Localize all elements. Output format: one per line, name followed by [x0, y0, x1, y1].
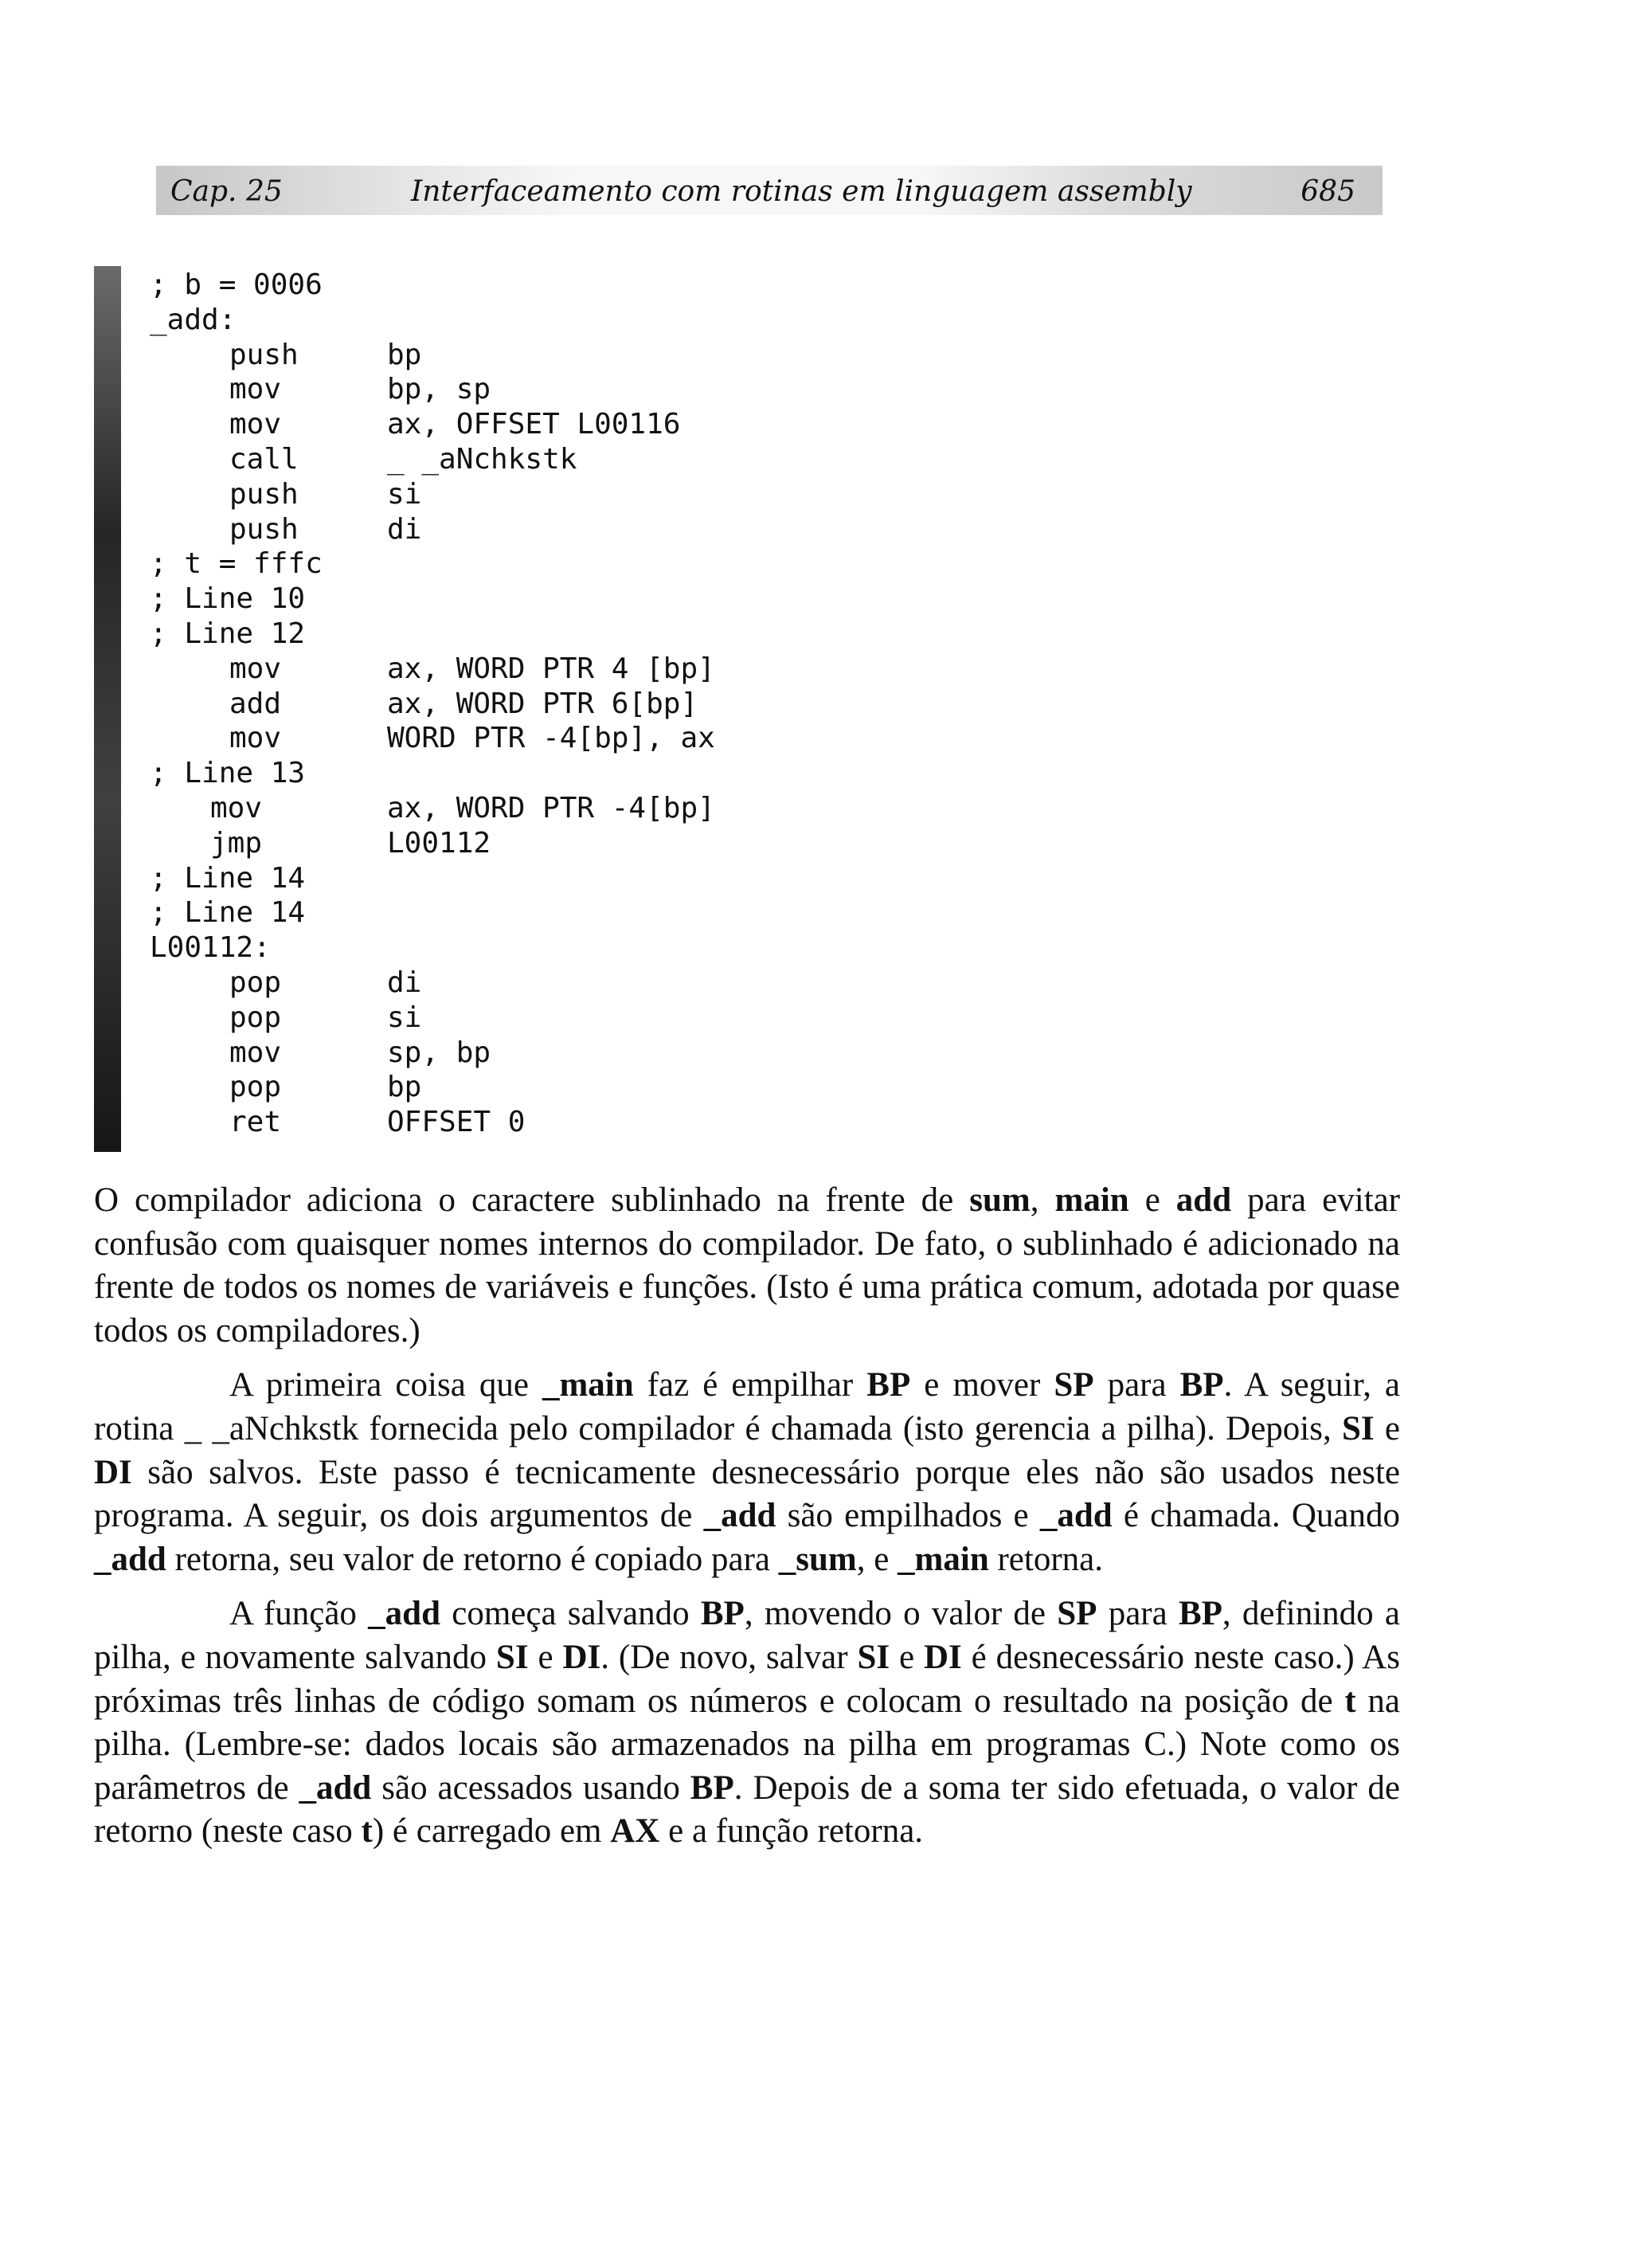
code-comment: ; Line 14 [150, 861, 306, 895]
code-mnemonic: mov [210, 791, 263, 825]
code-line [150, 1001, 946, 1036]
emphasis-term: sum [969, 1181, 1031, 1219]
code-line [150, 338, 946, 373]
code-operands: bp [387, 338, 422, 371]
emphasis-term: t [361, 1812, 373, 1851]
text-run: , movendo o valor de [744, 1595, 1058, 1633]
code-mnemonic: push [229, 477, 299, 511]
code-line [150, 652, 946, 687]
text-run: é chamada. Quando [1112, 1497, 1400, 1535]
code-label: _add: [150, 303, 237, 336]
emphasis-term: BP [700, 1595, 745, 1633]
code-operands: ax, WORD PTR 6[bp] [387, 687, 698, 720]
code-operands: ax, OFFSET L00116 [387, 408, 681, 441]
text-run: faz é empilhar [633, 1366, 867, 1404]
code-comment: ; Line 12 [150, 617, 306, 650]
code-comment: ; Line 13 [150, 757, 306, 790]
code-line [150, 442, 946, 477]
code-mnemonic: mov [229, 652, 282, 685]
code-mnemonic: mov [229, 373, 282, 406]
emphasis-term: AX [610, 1812, 660, 1851]
running-title: Interfaceamento com rotinas em linguagem assembly [411, 175, 1192, 208]
emphasis-term: _main [542, 1366, 634, 1404]
emphasis-term: BP [866, 1366, 911, 1404]
text-run: . A seguir, a rotina _ _aNchkstk fornecida pelo compilador é chamada (isto gerencia a pilha). Depois, [94, 1366, 1400, 1447]
code-line [150, 1105, 946, 1140]
text-run: ) é carregado em [372, 1812, 611, 1851]
code-operands: di [387, 512, 422, 546]
text-run: são empilhados e [776, 1497, 1040, 1535]
code-mnemonic: call [229, 442, 299, 476]
body-text [94, 1179, 1400, 1854]
emphasis-term: main [1054, 1181, 1129, 1219]
emphasis-term: _sum [778, 1540, 857, 1578]
text-run: O compilador adiciona o caractere sublinhado na frente de [94, 1181, 970, 1219]
code-line [150, 407, 946, 442]
code-line [150, 268, 946, 303]
code-comment: ; Line 10 [150, 582, 306, 616]
assembly-listing [150, 268, 946, 1140]
page-number: 685 [1300, 175, 1355, 208]
chapter-label: Cap. 25 [170, 175, 283, 208]
emphasis-term: SI [1341, 1409, 1375, 1447]
code-mnemonic: mov [229, 408, 282, 441]
code-operands: sp, bp [387, 1036, 491, 1069]
code-mnemonic: pop [229, 966, 282, 999]
code-operands: L00112 [387, 826, 491, 860]
code-mnemonic: ret [229, 1106, 282, 1139]
code-line [150, 1036, 946, 1071]
emphasis-term: BP [1178, 1595, 1222, 1633]
emphasis-term: DI [562, 1638, 601, 1676]
paragraph [94, 1592, 1400, 1854]
text-run: e [890, 1638, 924, 1676]
text-run: são salvos. Este passo é tecnicamente desnecessário porque eles não são usados neste programa. A seguir, os dois argumentos de [94, 1453, 1400, 1535]
code-line [150, 966, 946, 1001]
paragraph [94, 1179, 1400, 1353]
text-run: A função [229, 1595, 369, 1633]
code-line [150, 582, 946, 617]
paragraph [94, 1364, 1400, 1581]
code-mnemonic: push [229, 512, 299, 546]
code-line [150, 477, 946, 512]
emphasis-term: DI [923, 1638, 962, 1676]
text-run: é desnecessário neste caso.) As próximas três linhas de código somam os números e colocam o resultado na posição de [94, 1638, 1400, 1720]
code-operands: bp [387, 1071, 422, 1104]
text-run: retorna, seu valor de retorno é copiado para [166, 1540, 779, 1578]
emphasis-term: add [1175, 1181, 1232, 1219]
emphasis-term: SI [495, 1638, 529, 1676]
emphasis-term: _add [368, 1595, 440, 1633]
code-mnemonic: mov [229, 1036, 282, 1069]
code-mnemonic: mov [229, 722, 282, 755]
text-run: e a função retorna. [659, 1812, 924, 1851]
code-line [150, 756, 946, 791]
emphasis-term: BP [1179, 1366, 1224, 1404]
code-mnemonic: push [229, 338, 299, 371]
text-run: e [1374, 1409, 1400, 1447]
text-run: A primeira coisa que [229, 1366, 542, 1404]
code-operands: OFFSET 0 [387, 1106, 526, 1139]
code-mnemonic: add [229, 687, 282, 720]
code-line [150, 546, 946, 582]
code-line [150, 930, 946, 966]
code-line [150, 895, 946, 930]
emphasis-term: t [1344, 1682, 1356, 1720]
code-line [150, 512, 946, 547]
text-run: e [1128, 1181, 1176, 1219]
text-run: retorna. [988, 1540, 1103, 1578]
code-line [150, 372, 946, 407]
code-operands: bp, sp [387, 373, 491, 406]
code-comment: ; t = fffc [150, 547, 323, 581]
code-line [150, 791, 946, 826]
text-run: começa salvando [440, 1595, 701, 1633]
code-operands: si [387, 477, 422, 511]
code-line [150, 687, 946, 722]
page-header [156, 166, 1383, 215]
emphasis-term: _add [1039, 1497, 1113, 1535]
text-run: , e [856, 1540, 898, 1578]
code-operands: si [387, 1001, 422, 1034]
text-run: e [528, 1638, 563, 1676]
emphasis-term: _add [703, 1497, 776, 1535]
code-operands: _ _aNchkstk [387, 442, 577, 476]
code-line [150, 617, 946, 652]
text-run: , [1030, 1181, 1055, 1219]
code-mnemonic: pop [229, 1001, 282, 1034]
text-run: são acessados usando [371, 1769, 690, 1807]
text-run: . Depois de a soma ter sido efetuada, o valor de retorno (neste caso [94, 1769, 1400, 1851]
code-operands: di [387, 966, 422, 999]
emphasis-term: _add [299, 1769, 372, 1807]
code-line [150, 721, 946, 756]
code-line [150, 303, 946, 338]
code-line [150, 826, 946, 861]
emphasis-term: SI [857, 1638, 890, 1676]
emphasis-term: _add [94, 1540, 166, 1578]
code-line [150, 1070, 946, 1105]
text-run: para evitar confusão com quaisquer nomes internos do compilador. De fato, o sublinhado é adicionado na frente de todos os nomes de variáveis e funções. (Isto é uma prática comum, adotada por quase todos os compiladores.) [94, 1181, 1400, 1349]
emphasis-term: SP [1054, 1366, 1094, 1404]
text-run: , definindo a pilha, e novamente salvando [94, 1595, 1401, 1676]
code-comment: ; Line 14 [150, 896, 306, 930]
code-line [150, 861, 946, 896]
code-mnemonic: pop [229, 1071, 282, 1104]
text-run: e mover [910, 1366, 1054, 1404]
text-run: na pilha. (Lembre-se: dados locais são armazenados na pilha em programas C.) Note como os parâmetros de [94, 1682, 1400, 1807]
emphasis-term: _main [898, 1540, 989, 1578]
text-run: para [1097, 1595, 1179, 1633]
emphasis-term: DI [94, 1453, 132, 1491]
code-mnemonic: jmp [210, 826, 263, 860]
code-operands: ax, WORD PTR -4[bp] [387, 791, 715, 825]
emphasis-term: SP [1057, 1595, 1097, 1633]
code-label: L00112: [150, 931, 271, 965]
emphasis-term: BP [690, 1769, 734, 1807]
text-run: para [1093, 1366, 1180, 1404]
code-operands: WORD PTR -4[bp], ax [387, 722, 715, 755]
code-margin-bar [94, 266, 121, 1152]
code-comment: ; b = 0006 [150, 268, 323, 301]
text-run: . (De novo, salvar [600, 1638, 858, 1676]
code-operands: ax, WORD PTR 4 [bp] [387, 652, 715, 685]
